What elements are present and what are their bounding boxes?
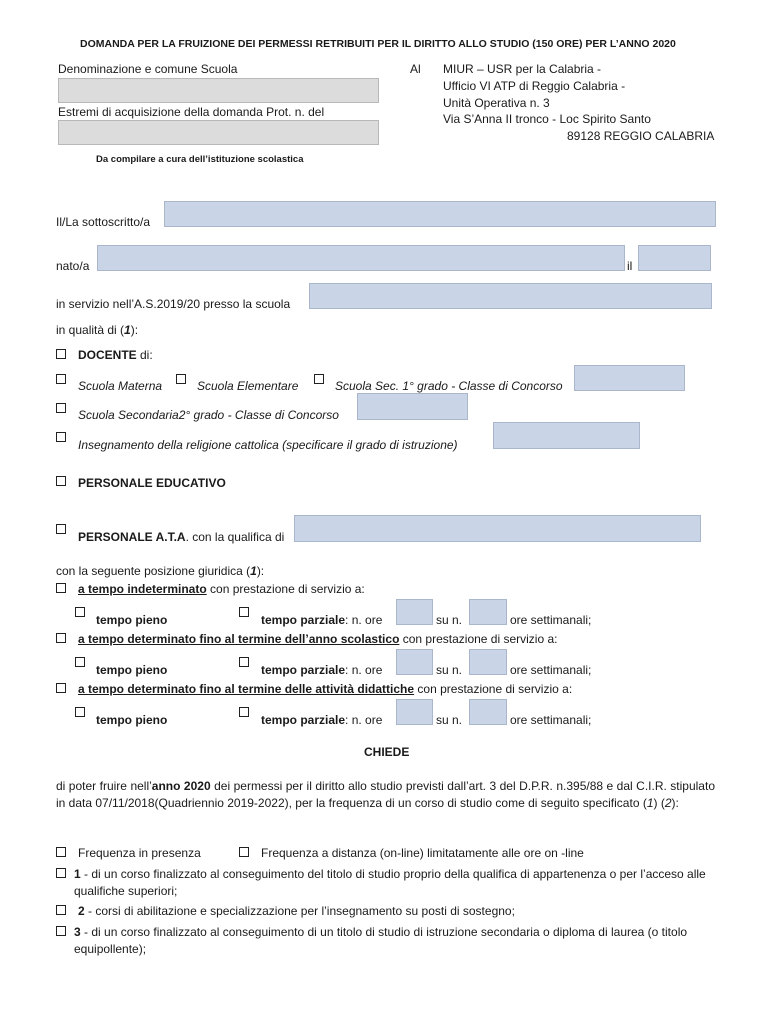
recipient-line3: Unità Operativa n. 3	[443, 96, 550, 110]
anno-parziale-label: tempo parziale: n. ore	[261, 663, 383, 677]
attivita-total-hours-field[interactable]	[469, 699, 507, 725]
indet-parziale-checkbox[interactable]	[239, 607, 249, 617]
request-heading: CHIEDE	[364, 745, 410, 759]
attivita-parziale-checkbox[interactable]	[239, 707, 249, 717]
educativo-label: PERSONALE EDUCATIVO	[78, 476, 226, 490]
anno-hours-field[interactable]	[396, 649, 433, 675]
religione-checkbox[interactable]	[56, 432, 66, 442]
anno-total-hours-field[interactable]	[469, 649, 507, 675]
protocol-field[interactable]	[58, 120, 379, 145]
determinato-attivita-label: a tempo determinato fino al termine delle attività didattiche con prestazione di servizio a:	[78, 682, 573, 696]
birthdate-field[interactable]	[638, 245, 711, 271]
recipient-line4: Via S’Anna II tronco - Loc Spirito Santo	[443, 112, 651, 126]
undersigned-field[interactable]	[164, 201, 716, 227]
anno-su-label: su n.	[436, 663, 463, 677]
anno-pieno-checkbox[interactable]	[75, 657, 85, 667]
item2-checkbox[interactable]	[56, 905, 66, 915]
indeterminato-label: a tempo indeterminato con prestazione di servizio a:	[78, 582, 365, 596]
position-intro: con la seguente posizione giuridica (1):	[56, 564, 265, 578]
elementare-label: Scuola Elementare	[197, 379, 299, 393]
sec2-label: Scuola Secondaria2° grado - Classe di Concorso	[78, 408, 339, 422]
service-school-label: in servizio nell’A.S.2019/20 presso la scuola	[56, 297, 291, 311]
ata-checkbox[interactable]	[56, 524, 66, 534]
determinato-attivita-checkbox[interactable]	[56, 683, 66, 693]
birthplace-field[interactable]	[97, 245, 625, 271]
sec1-label: Scuola Sec. 1° grado - Classe di Concorso	[335, 379, 563, 393]
ata-qualification-field[interactable]	[294, 515, 701, 542]
school-note: Da compilare a cura dell’istituzione scolastica	[96, 154, 304, 165]
docente-label: DOCENTE di:	[78, 348, 153, 362]
presenza-label: Frequenza in presenza	[78, 846, 201, 860]
item1-text: 1 - di un corso finalizzato al conseguimento del titolo di studio proprio della qualifica di appartenenza o per l’acceso alle qualifiche superiori;	[74, 867, 706, 898]
docente-checkbox[interactable]	[56, 349, 66, 359]
service-school-field[interactable]	[309, 283, 712, 309]
request-text: di poter fruire nell’anno 2020 dei permessi per il diritto allo studio previsti dall’art. 3 del D.P.R. n.395/88 e dal C.I.R. stipulato in data 07/11/2018(Quadriennio 2019-2022), per la frequenza di un corso di studio come di seguito specificato (1) (2):	[56, 779, 715, 810]
indet-su-label: su n.	[436, 613, 463, 627]
distanza-checkbox[interactable]	[239, 847, 249, 857]
educativo-checkbox[interactable]	[56, 476, 66, 486]
item3-checkbox[interactable]	[56, 926, 66, 936]
undersigned-label: Il/La sottoscritto/a	[56, 215, 151, 229]
sec1-checkbox[interactable]	[314, 374, 324, 384]
indet-weekly-label: ore settimanali;	[510, 613, 592, 627]
ata-label: PERSONALE A.T.A. con la qualifica di	[78, 530, 285, 544]
indet-pieno-label: tempo pieno	[96, 613, 168, 627]
attivita-pieno-label: tempo pieno	[96, 713, 168, 727]
attivita-parziale-label: tempo parziale: n. ore	[261, 713, 383, 727]
indeterminato-checkbox[interactable]	[56, 583, 66, 593]
religione-grade-field[interactable]	[493, 422, 640, 449]
materna-checkbox[interactable]	[56, 374, 66, 384]
sec2-class-field[interactable]	[357, 393, 468, 420]
presenza-checkbox[interactable]	[56, 847, 66, 857]
indet-hours-field[interactable]	[396, 599, 433, 625]
school-name-label: Denominazione e comune Scuola	[58, 62, 238, 76]
school-name-field[interactable]	[58, 78, 379, 103]
attivita-hours-field[interactable]	[396, 699, 433, 725]
birthdate-label: il	[627, 259, 633, 273]
determinato-anno-label: a tempo determinato fino al termine dell’anno scolastico con prestazione di servizio a:	[78, 632, 558, 646]
materna-label: Scuola Materna	[78, 379, 163, 393]
attivita-pieno-checkbox[interactable]	[75, 707, 85, 717]
role-label: in qualità di (1):	[56, 323, 139, 337]
indet-pieno-checkbox[interactable]	[75, 607, 85, 617]
indet-total-hours-field[interactable]	[469, 599, 507, 625]
item3-text: 3 - di un corso finalizzato al conseguimento di un titolo di studio di istruzione secondaria o diploma di laurea (o titolo equipollente);	[74, 925, 688, 956]
indet-parziale-label: tempo parziale: n. ore	[261, 613, 383, 627]
recipient-line2: Ufficio VI ATP di Reggio Calabria -	[443, 79, 626, 93]
anno-pieno-label: tempo pieno	[96, 663, 168, 677]
form-title: DOMANDA PER LA FRUIZIONE DEI PERMESSI RETRIBUITI PER IL DIRITTO ALLO STUDIO (150 ORE) PER L’ANNO 2020	[80, 38, 676, 50]
determinato-anno-checkbox[interactable]	[56, 633, 66, 643]
anno-weekly-label: ore settimanali;	[510, 663, 592, 677]
sec2-checkbox[interactable]	[56, 403, 66, 413]
to-label: Al	[410, 62, 421, 76]
recipient-line1: MIUR – USR per la Calabria -	[443, 62, 602, 76]
religione-label: Insegnamento della religione cattolica (specificare il grado di istruzione)	[78, 438, 458, 452]
distanza-label: Frequenza a distanza (on-line) limitatamente alle ore on -line	[261, 846, 584, 860]
item1-checkbox[interactable]	[56, 868, 66, 878]
anno-parziale-checkbox[interactable]	[239, 657, 249, 667]
recipient-line5: 89128 REGGIO CALABRIA	[567, 129, 715, 143]
item2-text: 2 - corsi di abilitazione e specializzazione per l’insegnamento su posti di sostegno;	[78, 904, 515, 918]
protocol-label: Estremi di acquisizione della domanda Prot. n. del	[58, 105, 325, 119]
elementare-checkbox[interactable]	[176, 374, 186, 384]
born-label: nato/a	[56, 259, 90, 273]
sec1-class-field[interactable]	[574, 365, 685, 391]
attivita-weekly-label: ore settimanali;	[510, 713, 592, 727]
attivita-su-label: su n.	[436, 713, 463, 727]
